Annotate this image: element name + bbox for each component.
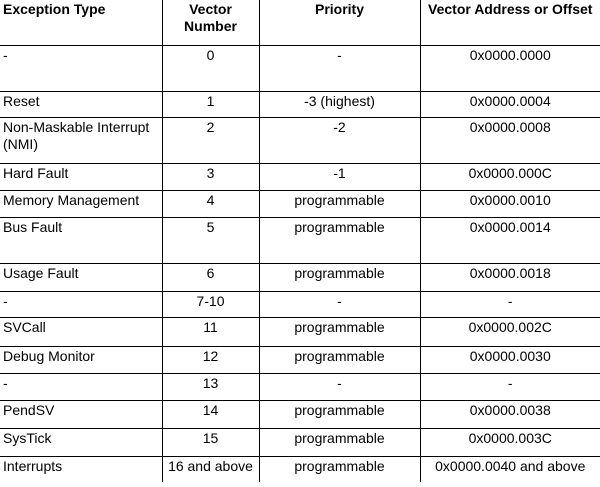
header-exception-type: Exception Type (0, 0, 162, 45)
exception-type-cell: Usage Fault (0, 263, 162, 291)
vector-number-cell: 7-10 (162, 291, 259, 317)
table-row (0, 346, 600, 373)
exception-type-cell: PendSV (0, 400, 162, 428)
priority-cell: programmable (259, 400, 420, 428)
vector-address-cell: 0x0000.0008 (420, 117, 600, 163)
priority-cell: programmable (259, 428, 420, 456)
priority-cell: - (259, 373, 420, 400)
table-row (0, 428, 600, 456)
exception-type-cell: SysTick (0, 428, 162, 456)
exception-type-cell: Reset (0, 91, 162, 117)
priority-cell: -2 (259, 117, 420, 163)
vector-number-cell: 15 (162, 428, 259, 456)
table-row (0, 45, 600, 91)
exception-type-cell: - (0, 373, 162, 400)
vector-number-cell: 13 (162, 373, 259, 400)
priority-cell: -1 (259, 163, 420, 190)
exception-type-cell: Debug Monitor (0, 346, 162, 373)
vector-number-cell: 6 (162, 263, 259, 291)
priority-cell: programmable (259, 456, 420, 482)
vector-number-cell: 14 (162, 400, 259, 428)
vector-address-cell: - (420, 291, 600, 317)
table-row (0, 117, 600, 163)
exception-type-cell: Interrupts (0, 456, 162, 482)
vector-address-cell: 0x0000.000C (420, 163, 600, 190)
vector-number-cell: 2 (162, 117, 259, 163)
vector-address-cell: 0x0000.0040 and above (420, 456, 600, 482)
header-row (0, 0, 600, 45)
priority-cell: programmable (259, 346, 420, 373)
header-vector-address: Vector Address or Offset (420, 0, 600, 45)
header-vector-number: Vector Number (162, 0, 259, 45)
vector-address-cell: 0x0000.0038 (420, 400, 600, 428)
vector-number-cell: 11 (162, 317, 259, 346)
exception-type-cell: Memory Management (0, 190, 162, 217)
vector-number-cell: 12 (162, 346, 259, 373)
vector-number-cell: 4 (162, 190, 259, 217)
table-row (0, 217, 600, 263)
priority-cell: programmable (259, 190, 420, 217)
vector-address-cell: 0x0000.0004 (420, 91, 600, 117)
header-priority: Priority (259, 0, 420, 45)
table-row (0, 373, 600, 400)
exception-type-cell: - (0, 291, 162, 317)
priority-cell: - (259, 45, 420, 91)
vector-address-cell: 0x0000.003C (420, 428, 600, 456)
table-row (0, 91, 600, 117)
table-row (0, 163, 600, 190)
vector-number-cell: 1 (162, 91, 259, 117)
table-row (0, 291, 600, 317)
priority-cell: programmable (259, 317, 420, 346)
vector-address-cell: 0x0000.0000 (420, 45, 600, 91)
exception-type-cell: Hard Fault (0, 163, 162, 190)
vector-address-cell: - (420, 373, 600, 400)
vector-number-cell: 5 (162, 217, 259, 263)
vector-address-cell: 0x0000.0018 (420, 263, 600, 291)
vector-address-cell: 0x0000.002C (420, 317, 600, 346)
priority-cell: programmable (259, 263, 420, 291)
priority-cell: - (259, 291, 420, 317)
table-row (0, 190, 600, 217)
exception-type-cell: - (0, 45, 162, 91)
exception-type-cell: Non-Maskable Interrupt (NMI) (0, 117, 162, 163)
table-row (0, 263, 600, 291)
vector-number-cell: 3 (162, 163, 259, 190)
vector-number-cell: 0 (162, 45, 259, 91)
table-row (0, 456, 600, 482)
table-row (0, 400, 600, 428)
vector-number-cell: 16 and above (162, 456, 259, 482)
vector-address-cell: 0x0000.0030 (420, 346, 600, 373)
vector-address-cell: 0x0000.0014 (420, 217, 600, 263)
priority-cell: -3 (highest) (259, 91, 420, 117)
exception-type-cell: Bus Fault (0, 217, 162, 263)
vector-address-cell: 0x0000.0010 (420, 190, 600, 217)
priority-cell: programmable (259, 217, 420, 263)
exception-type-cell: SVCall (0, 317, 162, 346)
table-row (0, 317, 600, 346)
